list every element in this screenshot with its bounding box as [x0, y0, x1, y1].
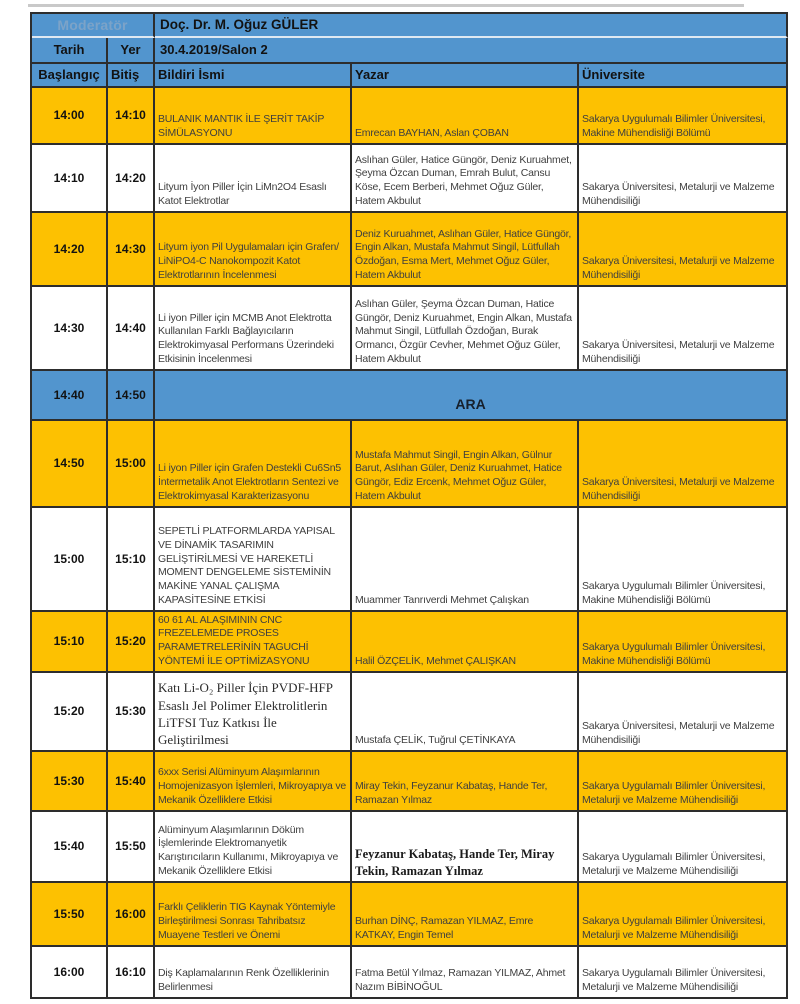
- table-row: [32, 508, 788, 612]
- column-header-author: Yazar: [352, 64, 579, 88]
- start-time: 15:50: [32, 883, 108, 947]
- start-time: 15:10: [32, 612, 108, 673]
- paper-university: Sakarya Üniversitesi, Metalurji ve Malzeme Mühendisiliği: [579, 145, 788, 213]
- start-time: 14:30: [32, 287, 108, 371]
- end-time: 16:00: [108, 883, 155, 947]
- paper-authors: Fatma Betül Yılmaz, Ramazan YILMAZ, Ahmet Nazım BİBİNOĞUL: [352, 947, 579, 999]
- table-row: [32, 421, 788, 508]
- paper-university: Sakarya Uygulumalı Bilimler Üniversitesi, Makine Mühendisliği Bölümü: [579, 508, 788, 612]
- end-time: 14:30: [108, 213, 155, 287]
- paper-authors: Aslıhan Güler, Hatice Güngör, Deniz Kuruahmet, Şeyma Özcan Duman, Emrah Bulut, Cansu Köse, Ecem Berberi, Mehmet Oğuz Güler, Hatem Akbulut: [352, 145, 579, 213]
- paper-university: Sakarya Üniversitesi, Metalurji ve Malzeme Mühendisiliği: [579, 287, 788, 371]
- end-time: 15:30: [108, 673, 155, 752]
- date-room-row: [32, 38, 788, 64]
- start-time: 14:50: [32, 421, 108, 508]
- paper-authors: Burhan DİNÇ, Ramazan YILMAZ, Emre KATKAY, Engin Temel: [352, 883, 579, 947]
- paper-title: BULANIK MANTIK İLE ŞERİT TAKİP SİMÜLASYONU: [155, 88, 352, 145]
- table-row: [32, 883, 788, 947]
- table-row: [32, 812, 788, 883]
- place-label: Yer: [108, 38, 155, 64]
- date-label: Tarih: [32, 38, 108, 64]
- paper-title: Li iyon Piller için Grafen Destekli Cu6Sn5 İntermetalik Anot Elektrotların Sentezi ve Elektrokimyasal Karakterizasyonu: [155, 421, 352, 508]
- paper-university: Sakarya Uygulamalı Bilimler Üniversitesi, Metalurji ve Malzeme Mühendisiliği: [579, 947, 788, 999]
- end-time: 14:40: [108, 287, 155, 371]
- table-row: [32, 145, 788, 213]
- table-row: [32, 88, 788, 145]
- paper-title: Lityum İyon Piller İçin LiMn2O4 Esaslı Katot Elektrotlar: [155, 145, 352, 213]
- paper-authors: Deniz Kuruahmet, Aslıhan Güler, Hatice Güngör, Engin Alkan, Mustafa Mahmut Singil, Lütfullah Özdoğan, Esma Mert, Mehmet Oğuz Güler, Hatem Akbulut: [352, 213, 579, 287]
- paper-title: Katı Li-O₂ Piller İçin PVDF-HFP Esaslı Jel Polimer Elektrolitlerin LiTFSI Tuz Katkısı İle Geliştirilmesi: [155, 673, 352, 752]
- paper-title: 60 61 AL ALAŞIMININ CNC FREZELEMEDE PROSES PARAMETRELERİNİN TAGUCHİ YÖNTEMİ İLE OPTİMİZASYONU: [155, 612, 352, 673]
- start-time: 15:40: [32, 812, 108, 883]
- end-time: 16:10: [108, 947, 155, 999]
- paper-authors: Mustafa ÇELİK, Tuğrul ÇETİNKAYA: [352, 673, 579, 752]
- paper-university: Sakarya Uygulamalı Bilimler Üniversitesi, Metalurji ve Malzeme Mühendisiliği: [579, 812, 788, 883]
- table-row: [32, 673, 788, 752]
- paper-authors: Halil ÖZÇELİK, Mehmet ÇALIŞKAN: [352, 612, 579, 673]
- start-time: 15:20: [32, 673, 108, 752]
- moderator-name: Doç. Dr. M. Oğuz GÜLER: [155, 14, 788, 38]
- paper-title: Lityum iyon Pil Uygulamaları için Grafen/ LiNiPO4-C Nanokompozit Katot Elektrotlarının İncelenmesi: [155, 213, 352, 287]
- start-time: 14:10: [32, 145, 108, 213]
- paper-university: Sakarya Uygulamalı Bilimler Üniversitesi, Metalurji ve Malzeme Mühendisiliği: [579, 883, 788, 947]
- paper-university: Sakarya Üniversitesi, Metalurji ve Malzeme Mühendisiliği: [579, 421, 788, 508]
- moderator-label: Moderatör: [32, 14, 155, 38]
- column-header-end: Bitiş: [108, 64, 155, 88]
- paper-authors: Mustafa Mahmut Singil, Engin Alkan, Gülnur Barut, Aslıhan Güler, Deniz Kuruahmet, Hatice Güngör, Ediz Ercenk, Mehmet Oğuz Güler, Hatem Akbulut: [352, 421, 579, 508]
- paper-title: 6xxx Serisi Alüminyum Alaşımlarının Homojenizasyon İşlemleri, Mikroyapıya ve Mekanik Özelliklere Etkisi: [155, 752, 352, 812]
- column-header-start: Başlangıç: [32, 64, 108, 88]
- break-label: ARA: [155, 371, 788, 421]
- table-row: [32, 752, 788, 812]
- column-header-title: Bildiri İsmi: [155, 64, 352, 88]
- table-row: [32, 947, 788, 999]
- paper-university: Sakarya Uygulumalı Bilimler Üniversitesi, Makine Mühendisliği Bölümü: [579, 88, 788, 145]
- paper-university: Sakarya Üniversitesi, Metalurji ve Malzeme Mühendisiliği: [579, 673, 788, 752]
- end-time: 14:50: [108, 371, 155, 421]
- paper-title: Alüminyum Alaşımlarının Döküm İşlemlerinde Elektromanyetik Karıştırıcıların Kullanımı, Mikroyapıya ve Mekanik Özelliklere Etkisi: [155, 812, 352, 883]
- paper-university: Sakarya Uygulumalı Bilimler Üniversitesi, Makine Mühendisliği Bölümü: [579, 612, 788, 673]
- start-time: 14:20: [32, 213, 108, 287]
- paper-authors: Miray Tekin, Feyzanur Kabataş, Hande Ter, Ramazan Yılmaz: [352, 752, 579, 812]
- start-time: 14:00: [32, 88, 108, 145]
- table-row: [32, 213, 788, 287]
- start-time: 15:30: [32, 752, 108, 812]
- paper-authors: Feyzanur Kabataş, Hande Ter, Miray Tekin, Ramazan Yılmaz: [352, 812, 579, 883]
- column-header-row: [32, 64, 788, 88]
- table-row: [32, 287, 788, 371]
- moderator-row: [32, 14, 788, 38]
- end-time: 14:10: [108, 88, 155, 145]
- conference-schedule-table: [30, 12, 788, 999]
- end-time: 14:20: [108, 145, 155, 213]
- paper-authors: Muammer Tanrıverdi Mehmet Çalışkan: [352, 508, 579, 612]
- break-row: [32, 371, 788, 421]
- paper-title: Diş Kaplamalarının Renk Özelliklerinin Belirlenmesi: [155, 947, 352, 999]
- start-time: 14:40: [32, 371, 108, 421]
- page-top-divider: [28, 4, 744, 7]
- end-time: 15:00: [108, 421, 155, 508]
- paper-title: Farklı Çeliklerin TIG Kaynak Yöntemiyle Birleştirilmesi Sonrası Tahribatsız Muayene Testleri ve Önemi: [155, 883, 352, 947]
- paper-university: Sakarya Uygulamalı Bilimler Üniversitesi, Metalurji ve Malzeme Mühendisiliği: [579, 752, 788, 812]
- column-header-university: Üniversite: [579, 64, 788, 88]
- date-room-value: 30.4.2019/Salon 2: [155, 38, 788, 64]
- end-time: 15:50: [108, 812, 155, 883]
- paper-university: Sakarya Üniversitesi, Metalurji ve Malzeme Mühendisiliği: [579, 213, 788, 287]
- start-time: 16:00: [32, 947, 108, 999]
- paper-authors: Emrecan BAYHAN, Aslan ÇOBAN: [352, 88, 579, 145]
- paper-title: Li iyon Piller için MCMB Anot Elektrotta Kullanılan Farklı Bağlayıcıların Elektrokimyasal Performans Üzerindeki Etkisinin İncelenmesi: [155, 287, 352, 371]
- end-time: 15:20: [108, 612, 155, 673]
- start-time: 15:00: [32, 508, 108, 612]
- paper-authors: Aslıhan Güler, Şeyma Özcan Duman, Hatice Güngör, Deniz Kuruahmet, Engin Alkan, Mustafa Mahmut Singil, Lütfullah Özdoğan, Burak Ormancı, Özgür Cevher, Mehmet Oğuz Güler, Hatem Akbulut: [352, 287, 579, 371]
- end-time: 15:40: [108, 752, 155, 812]
- paper-title: SEPETLİ PLATFORMLARDA YAPISAL VE DİNAMİK TASARIMIN GELİŞTİRİLMESİ VE HAREKETLİ MOMENT DENGELEME SİSTEMİNİN MAKİNE YANAL ÇALIŞMA KAPASİTESİNE ETKİSİ: [155, 508, 352, 612]
- end-time: 15:10: [108, 508, 155, 612]
- table-row: [32, 612, 788, 673]
